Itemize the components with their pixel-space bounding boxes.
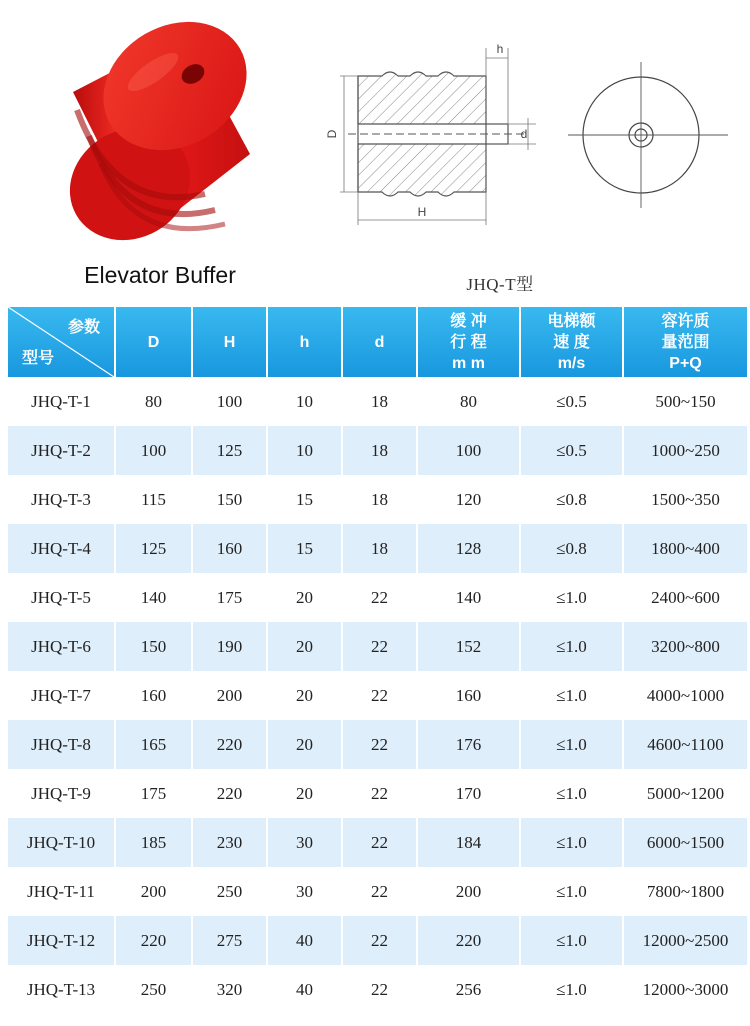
column-header-line: 容许质 <box>661 312 710 330</box>
column-header-line: m m <box>452 354 485 372</box>
table-row <box>8 524 747 573</box>
value-cell: 152 <box>417 622 520 671</box>
value-cell: 170 <box>417 769 520 818</box>
value-cell: 30 <box>267 867 342 916</box>
value-cell: 20 <box>267 671 342 720</box>
dim-h-label: h <box>496 42 504 56</box>
value-cell: 500~150 <box>623 377 747 426</box>
model-type-label: JHQ-T型 <box>466 275 534 294</box>
value-cell: 120 <box>417 475 520 524</box>
table-row <box>8 475 747 524</box>
table-row <box>8 818 747 867</box>
value-cell: 22 <box>342 622 417 671</box>
value-cell: 176 <box>417 720 520 769</box>
model-cell: JHQ-T-2 <box>8 426 115 475</box>
value-cell: 18 <box>342 524 417 573</box>
column-header <box>417 307 520 377</box>
value-cell: 230 <box>192 818 267 867</box>
value-cell: 1500~350 <box>623 475 747 524</box>
value-cell: 220 <box>192 769 267 818</box>
value-cell: 275 <box>192 916 267 965</box>
value-cell: 200 <box>417 867 520 916</box>
value-cell: 160 <box>115 671 192 720</box>
value-cell: 3200~800 <box>623 622 747 671</box>
column-header-line: 电梯额 <box>547 312 596 330</box>
table-row <box>8 671 747 720</box>
corner-header-cell <box>8 307 115 377</box>
column-header-line: 行 程 <box>450 333 487 351</box>
value-cell: 22 <box>342 769 417 818</box>
value-cell: 1800~400 <box>623 524 747 573</box>
model-cell: JHQ-T-9 <box>8 769 115 818</box>
value-cell: ≤0.8 <box>520 475 623 524</box>
table-row <box>8 867 747 916</box>
value-cell: 20 <box>267 622 342 671</box>
dim-D-label: D <box>325 129 339 139</box>
model-cell: JHQ-T-8 <box>8 720 115 769</box>
value-cell: 150 <box>115 622 192 671</box>
value-cell: 175 <box>115 769 192 818</box>
value-cell: 160 <box>192 524 267 573</box>
product-caption: Elevator Buffer <box>84 262 236 288</box>
value-cell: ≤1.0 <box>520 867 623 916</box>
value-cell: 40 <box>267 965 342 1014</box>
column-header-line: d <box>374 333 385 351</box>
model-cell: JHQ-T-3 <box>8 475 115 524</box>
value-cell: 165 <box>115 720 192 769</box>
value-cell: 220 <box>115 916 192 965</box>
value-cell: ≤1.0 <box>520 818 623 867</box>
value-cell: 7800~1800 <box>623 867 747 916</box>
dim-H-label: H <box>417 205 427 219</box>
column-header <box>192 307 267 377</box>
value-cell: ≤1.0 <box>520 671 623 720</box>
value-cell: 22 <box>342 867 417 916</box>
table-row <box>8 622 747 671</box>
model-cell: JHQ-T-6 <box>8 622 115 671</box>
column-header <box>115 307 192 377</box>
value-cell: 22 <box>342 965 417 1014</box>
value-cell: 125 <box>192 426 267 475</box>
table-row <box>8 916 747 965</box>
value-cell: 20 <box>267 573 342 622</box>
model-cell: JHQ-T-12 <box>8 916 115 965</box>
column-header-line: 量范围 <box>661 333 710 351</box>
value-cell: 22 <box>342 818 417 867</box>
table-row <box>8 377 747 426</box>
value-cell: 22 <box>342 573 417 622</box>
column-header-line: H <box>223 333 236 351</box>
value-cell: 320 <box>192 965 267 1014</box>
value-cell: 185 <box>115 818 192 867</box>
value-cell: ≤1.0 <box>520 573 623 622</box>
column-header-line: h <box>299 333 310 351</box>
value-cell: 15 <box>267 475 342 524</box>
end-view-drawing <box>566 60 732 210</box>
table-row <box>8 965 747 1014</box>
value-cell: 4600~1100 <box>623 720 747 769</box>
column-header <box>520 307 623 377</box>
corner-label-model: 型号 <box>22 350 55 367</box>
table-row <box>8 720 747 769</box>
value-cell: 22 <box>342 671 417 720</box>
specification-table <box>8 307 747 1014</box>
column-header-line: D <box>147 333 160 351</box>
value-cell: 250 <box>115 965 192 1014</box>
value-cell: 100 <box>417 426 520 475</box>
value-cell: 125 <box>115 524 192 573</box>
value-cell: 100 <box>115 426 192 475</box>
value-cell: 190 <box>192 622 267 671</box>
value-cell: 256 <box>417 965 520 1014</box>
value-cell: 175 <box>192 573 267 622</box>
value-cell: 18 <box>342 475 417 524</box>
value-cell: 30 <box>267 818 342 867</box>
value-cell: 140 <box>417 573 520 622</box>
model-cell: JHQ-T-10 <box>8 818 115 867</box>
value-cell: 20 <box>267 769 342 818</box>
value-cell: ≤1.0 <box>520 622 623 671</box>
table-row <box>8 769 747 818</box>
value-cell: 250 <box>192 867 267 916</box>
value-cell: 12000~3000 <box>623 965 747 1014</box>
table-row <box>8 573 747 622</box>
value-cell: ≤1.0 <box>520 965 623 1014</box>
value-cell: 12000~2500 <box>623 916 747 965</box>
value-cell: 22 <box>342 916 417 965</box>
value-cell: 2400~600 <box>623 573 747 622</box>
column-header-line: m/s <box>557 354 586 372</box>
dim-d-label: d <box>520 127 528 141</box>
value-cell: 18 <box>342 426 417 475</box>
value-cell: 160 <box>417 671 520 720</box>
value-cell: 4000~1000 <box>623 671 747 720</box>
value-cell: ≤0.8 <box>520 524 623 573</box>
table-header-row <box>8 307 747 377</box>
value-cell: 200 <box>192 671 267 720</box>
value-cell: 5000~1200 <box>623 769 747 818</box>
value-cell: 200 <box>115 867 192 916</box>
column-header-line: 速 度 <box>553 333 590 351</box>
value-cell: 128 <box>417 524 520 573</box>
model-cell: JHQ-T-7 <box>8 671 115 720</box>
table-row <box>8 426 747 475</box>
value-cell: 10 <box>267 426 342 475</box>
model-cell: JHQ-T-5 <box>8 573 115 622</box>
value-cell: 6000~1500 <box>623 818 747 867</box>
value-cell: 22 <box>342 720 417 769</box>
section-drawing <box>325 40 540 230</box>
column-header <box>342 307 417 377</box>
column-header <box>267 307 342 377</box>
column-header-line: 缓 冲 <box>450 312 487 330</box>
value-cell: 220 <box>417 916 520 965</box>
value-cell: 220 <box>192 720 267 769</box>
value-cell: 18 <box>342 377 417 426</box>
value-cell: ≤0.5 <box>520 377 623 426</box>
value-cell: ≤1.0 <box>520 916 623 965</box>
value-cell: ≤0.5 <box>520 426 623 475</box>
value-cell: 115 <box>115 475 192 524</box>
value-cell: 140 <box>115 573 192 622</box>
value-cell: 100 <box>192 377 267 426</box>
value-cell: 150 <box>192 475 267 524</box>
value-cell: 184 <box>417 818 520 867</box>
model-cell: JHQ-T-1 <box>8 377 115 426</box>
value-cell: 80 <box>417 377 520 426</box>
model-cell: JHQ-T-13 <box>8 965 115 1014</box>
model-cell: JHQ-T-11 <box>8 867 115 916</box>
value-cell: 1000~250 <box>623 426 747 475</box>
value-cell: ≤1.0 <box>520 720 623 769</box>
value-cell: 80 <box>115 377 192 426</box>
value-cell: 15 <box>267 524 342 573</box>
corner-label-params: 参数 <box>67 319 100 336</box>
value-cell: 20 <box>267 720 342 769</box>
model-cell: JHQ-T-4 <box>8 524 115 573</box>
column-header <box>623 307 747 377</box>
value-cell: 40 <box>267 916 342 965</box>
value-cell: 10 <box>267 377 342 426</box>
buffer-product-image <box>55 14 255 254</box>
column-header-line: P+Q <box>669 354 702 372</box>
value-cell: ≤1.0 <box>520 769 623 818</box>
